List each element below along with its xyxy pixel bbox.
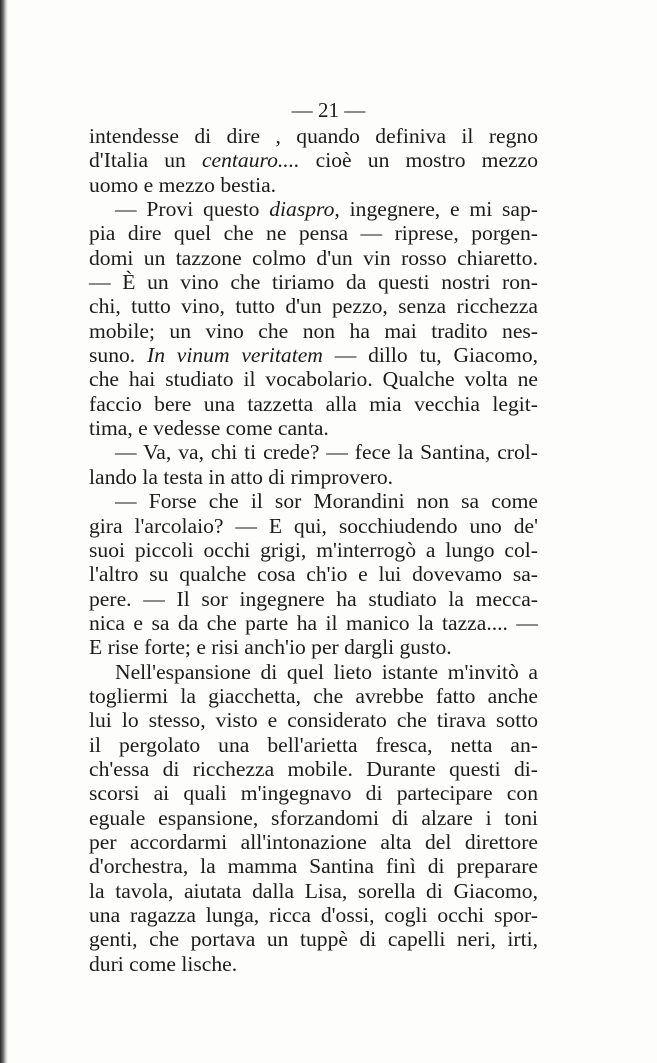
text-segment: intendesse di dire , quando definiva il regno	[89, 124, 538, 148]
text-line	[89, 392, 538, 416]
text-segment: Nell'espansione di quel lieto istante m'invitò a	[115, 659, 538, 684]
text-line	[89, 781, 538, 805]
text-line	[89, 562, 538, 586]
text-segment: d'Italia un	[89, 148, 202, 173]
text-line	[89, 465, 538, 489]
text-line	[89, 197, 538, 221]
text-segment: suoi piccoli occhi grigi, m'interrogò a lungo col-	[89, 537, 538, 562]
text-line	[89, 221, 538, 245]
text-segment: la tavola, aiutata dalla Lisa, sorella di Giacomo,	[89, 878, 538, 903]
page-edge-shadow	[0, 0, 8, 1063]
body-text	[89, 124, 538, 976]
text-line	[89, 660, 538, 684]
text-line	[89, 733, 538, 757]
italic-text: diaspro,	[269, 197, 340, 222]
text-line	[89, 927, 538, 951]
text-segment: — Va, va, chi ti crede? — fece la Santina, crol-	[115, 440, 538, 465]
text-segment: togliermi la giacchetta, che avrebbe fatto anche	[89, 683, 538, 708]
text-segment: — Forse che il sor Morandini non sa come	[115, 489, 538, 514]
text-line	[89, 806, 538, 830]
text-segment: — È un vino che tiriamo da questi nostri ron-	[89, 270, 538, 295]
text-line	[89, 684, 538, 708]
text-line	[89, 319, 538, 343]
text-segment: mobile; un vino che non ha mai tradito nes-	[89, 318, 538, 343]
italic-text: In vinum veritatem	[147, 343, 323, 368]
text-line	[89, 952, 538, 976]
text-line	[89, 587, 538, 611]
text-line	[89, 343, 538, 367]
page-number: — 21 —	[291, 98, 366, 122]
text-segment: pere. — Il sor ingegnere ha studiato la mecca-	[89, 586, 538, 611]
text-segment: genti, che portava un tuppè di capelli neri, irti,	[89, 927, 538, 952]
text-segment: domi un tazzone colmo d'un vin rosso chiaretto.	[89, 245, 538, 270]
text-segment: una ragazza lunga, ricca d'ossi, cogli occhi spor-	[89, 903, 538, 927]
text-segment: suno.	[89, 343, 147, 368]
text-line	[89, 246, 538, 270]
text-segment: tima, e vedesse come canta.	[89, 416, 329, 441]
text-line	[89, 440, 538, 464]
italic-text: centauro....	[201, 148, 300, 173]
text-segment: lui lo stesso, visto e considerato che tirava sotto	[89, 708, 538, 733]
text-line	[89, 903, 538, 927]
text-segment: il pergolato una bell'arietta fresca, netta an-	[89, 732, 538, 757]
text-segment: per accordarmi all'intonazione alta del direttore	[89, 829, 538, 854]
text-line	[89, 294, 538, 318]
text-line	[89, 416, 538, 440]
text-line	[89, 489, 538, 513]
text-segment: l'altro su qualche cosa ch'io e lui dovevamo sa-	[89, 562, 538, 587]
text-segment: che hai studiato il vocabolario. Qualche volta ne	[89, 367, 538, 392]
text-line	[89, 538, 538, 562]
text-segment: cioè un mostro mezzo	[299, 148, 539, 173]
text-segment: nica e sa da che parte ha il manico la tazza.... —	[89, 610, 538, 635]
text-line	[89, 635, 538, 659]
text-segment: faccio bere una tazzetta alla mia vecchia legit-	[89, 391, 538, 416]
text-segment: — dillo tu, Giacomo,	[322, 343, 539, 368]
text-line	[89, 854, 538, 878]
text-segment: lando la testa in atto di rimprovero.	[89, 464, 394, 489]
text-segment: scorsi ai quali m'ingegnavo di partecipare con	[89, 781, 538, 806]
text-segment: pia dire quel che ne pensa — riprese, porgen-	[89, 221, 538, 246]
text-line	[89, 514, 538, 538]
text-segment: ch'essa di ricchezza mobile. Durante questi di-	[89, 756, 538, 781]
text-line	[89, 270, 538, 294]
text-line	[89, 611, 538, 635]
text-segment: E rise forte; e risi anch'io per dargli gusto.	[89, 635, 452, 660]
text-segment: uomo e mezzo bestia.	[89, 172, 277, 197]
text-line	[89, 708, 538, 732]
text-line	[89, 367, 538, 391]
text-line	[89, 148, 538, 172]
text-line	[89, 830, 538, 854]
text-line	[89, 879, 538, 903]
text-line	[89, 757, 538, 781]
text-segment: gira l'arcolaio? — E qui, socchiudendo uno de'	[89, 513, 538, 538]
text-line	[89, 173, 538, 197]
text-line	[89, 124, 538, 148]
text-segment: chi, tutto vino, tutto d'un pezzo, senza ricchezza	[89, 294, 538, 319]
text-segment: duri come lische.	[89, 951, 238, 976]
text-segment: eguale espansione, sforzandomi di alzare i toni	[89, 805, 538, 830]
text-segment: ingegnere, e mi sap-	[339, 197, 538, 222]
text-segment: — Provi questo	[115, 197, 270, 222]
text-segment: d'orchestra, la mamma Santina finì di preparare	[89, 854, 538, 879]
